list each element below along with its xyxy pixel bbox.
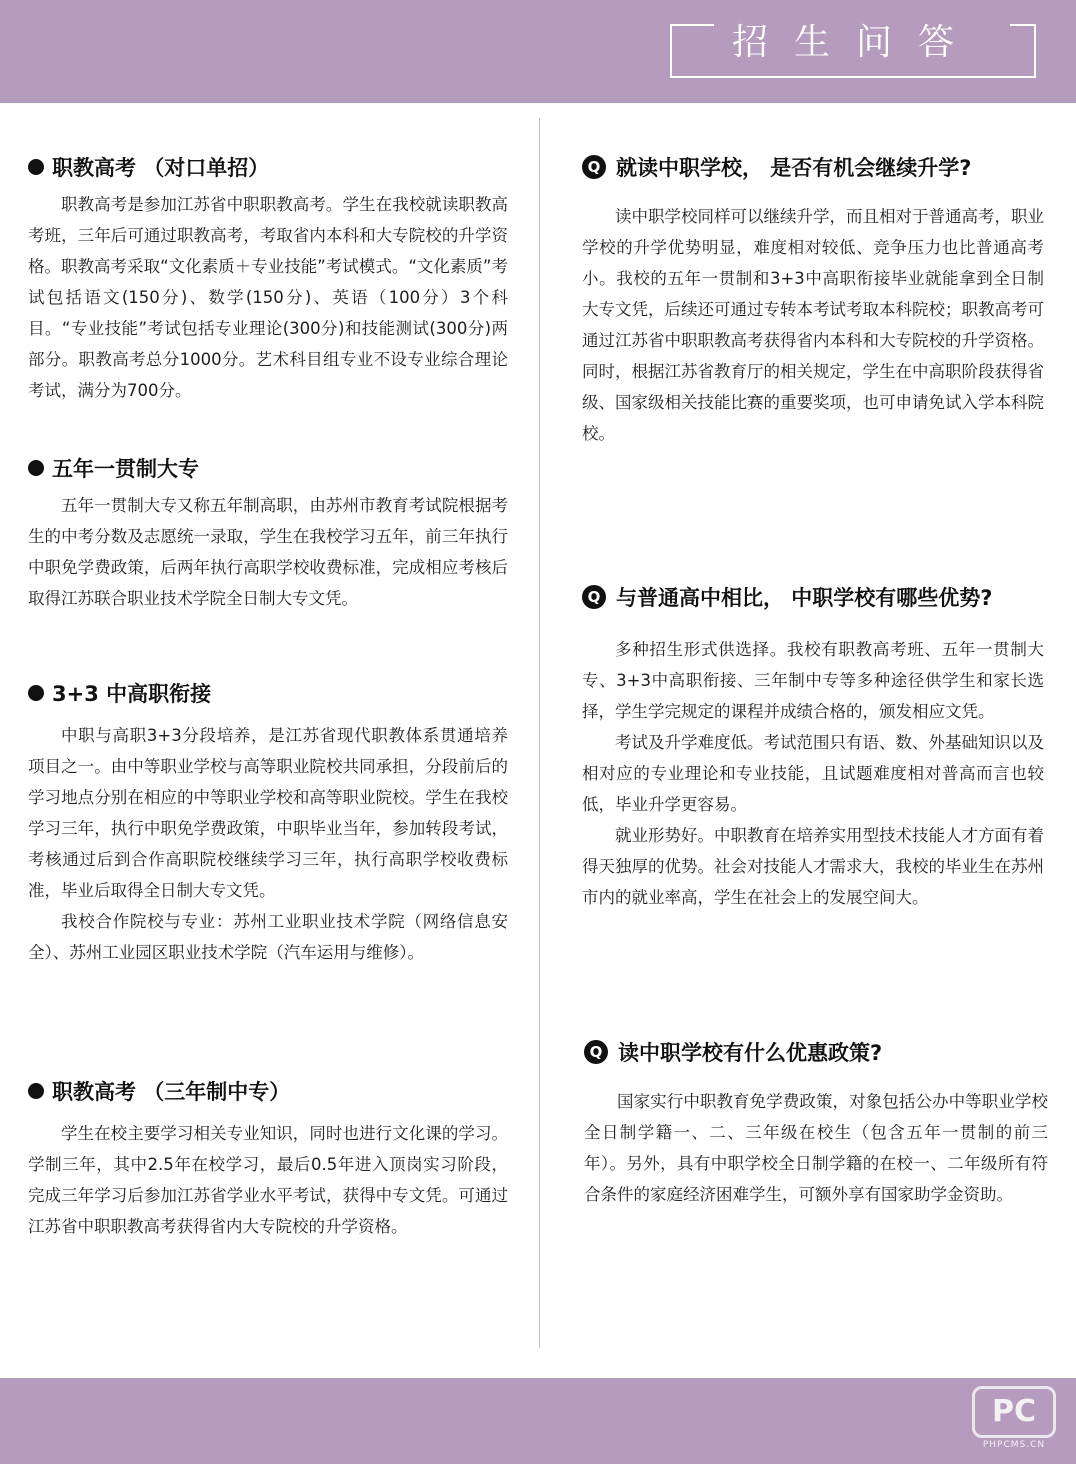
frame-line (1034, 24, 1036, 78)
heading-text: 3+3 中高职衔接 (52, 682, 212, 706)
page-title: 招生问答 (731, 22, 980, 63)
frame-line (670, 76, 1036, 78)
frame-line (1010, 24, 1036, 26)
question-continue-study (582, 152, 1044, 449)
section-vocational-exam-single (28, 152, 508, 406)
watermark-logo: PC (972, 1386, 1056, 1438)
q-icon: Q (582, 585, 606, 609)
frame-line (670, 24, 714, 26)
section-heading (28, 453, 508, 483)
bullet-icon (28, 460, 44, 476)
section-3plus3 (28, 678, 508, 968)
heading-text: 就读中职学校， 是否有机会继续升学? (616, 156, 972, 180)
paragraph: 我校合作院校与专业：苏州工业职业技术学院（网络信息安全）、苏州工业园区职业技术学院（汽车运用与维修）。 (28, 912, 508, 962)
paragraph: 国家实行中职教育免学费政策，对象包括公办中等职业学校全日制学籍一、二、三年级在校生（包含五年一贯制的前三年）。另外，具有中职学校全日制学籍的在校一、二年级所有符合条件的家庭经济困难学生，可额外享有国家助学金资助。 (584, 1092, 1048, 1204)
section-heading (28, 152, 508, 182)
heading-text: 与普通高中相比， 中职学校有哪些优势? (616, 586, 993, 610)
question-heading (582, 152, 1044, 182)
title-frame (670, 20, 1036, 76)
heading-text: 读中职学校有什么优惠政策? (618, 1041, 883, 1065)
question-advantages (582, 582, 1044, 913)
bullet-icon (28, 685, 44, 701)
paragraph: 就业形势好。中职教育在培养实用型技术技能人才方面有着得天独厚的优势。社会对技能人才需求大，我校的毕业生在苏州市内的就业率高，学生在社会上的发展空间大。 (582, 826, 1044, 907)
bullet-icon (28, 1083, 44, 1099)
heading-text: 职教高考 （三年制中专） (52, 1080, 291, 1104)
paragraph: 考试及升学难度低。考试范围只有语、数、外基础知识以及相对应的专业理论和专业技能，且试题难度相对普高而言也较低，毕业升学更容易。 (582, 733, 1044, 814)
paragraph: 职教高考是参加江苏省中职职教高考。学生在我校就读职教高考班，三年后可通过职教高考，考取省内本科和大专院校的升学资格。职教高考采取“文化素质＋专业技能”考试模式。“文化素质”考试包括语文(150分)、数学(150分)、英语（100分）3个科目。“专业技能”考试包括专业理论(300分)和技能测试(300分)两部分。职教高考总分1000分。艺术科目组专业不设专业综合理论考试，满分为700分。 (28, 195, 508, 400)
watermark (972, 1386, 1056, 1454)
bullet-icon (28, 159, 44, 175)
footer-band (0, 1378, 1076, 1464)
header-band (0, 0, 1076, 103)
section-five-year-college (28, 453, 508, 614)
column-divider (539, 118, 540, 1348)
q-icon: Q (582, 155, 606, 179)
paragraph: 中职与高职3+3分段培养，是江苏省现代职教体系贯通培养项目之一。由中等职业学校与高等职业院校共同承担，分段前后的学习地点分别在相应的中等职业学校和高等职业院校。学生在我校学习三年，执行中职免学费政策，中职毕业当年，参加转段考试，考核通过后到合作高职院校继续学习三年，执行高职学校收费标准，毕业后取得全日制大专文凭。 (28, 726, 508, 900)
watermark-text: PHPCMS.CN (982, 1440, 1046, 1450)
question-heading (582, 582, 1044, 612)
paragraph: 多种招生形式供选择。我校有职教高考班、五年一贯制大专、3+3中高职衔接、三年制中专等多种途径供学生和家长选择，学生学完规定的课程并成绩合格的，颁发相应文凭。 (582, 640, 1044, 721)
question-heading (584, 1037, 1048, 1067)
section-vocational-exam-three-year (28, 1076, 508, 1242)
section-heading (28, 678, 508, 708)
paragraph: 五年一贯制大专又称五年制高职，由苏州市教育考试院根据考生的中考分数及志愿统一录取，学生在我校学习五年，前三年执行中职免学费政策，后两年执行高职学校收费标准，完成相应考核后取得江苏联合职业技术学院全日制大专文凭。 (28, 496, 508, 608)
section-heading (28, 1076, 508, 1106)
heading-text: 职教高考 （对口单招） (52, 156, 270, 180)
paragraph: 学生在校主要学习相关专业知识，同时也进行文化课的学习。学制三年，其中2.5年在校学习，最后0.5年进入顶岗实习阶段，完成三年学习后参加江苏省学业水平考试，获得中专文凭。可通过江苏省中职职教高考获得省内大专院校的升学资格。 (28, 1124, 508, 1236)
question-benefits (584, 1037, 1048, 1210)
q-icon: Q (584, 1040, 608, 1064)
frame-line (670, 24, 672, 78)
paragraph: 读中职学校同样可以继续升学，而且相对于普通高考，职业学校的升学优势明显，难度相对较低、竞争压力也比普通高考小。我校的五年一贯制和3+3中高职衔接毕业就能拿到全日制大专文凭，后续还可通过专转本考试考取本科院校；职教高考可通过江苏省中职职教高考获得省内本科和大专院校的升学资格。同时，根据江苏省教育厅的相关规定，学生在中高职阶段获得省级、国家级相关技能比赛的重要奖项，也可申请免试入学本科院校。 (582, 207, 1044, 443)
heading-text: 五年一贯制大专 (52, 457, 199, 481)
